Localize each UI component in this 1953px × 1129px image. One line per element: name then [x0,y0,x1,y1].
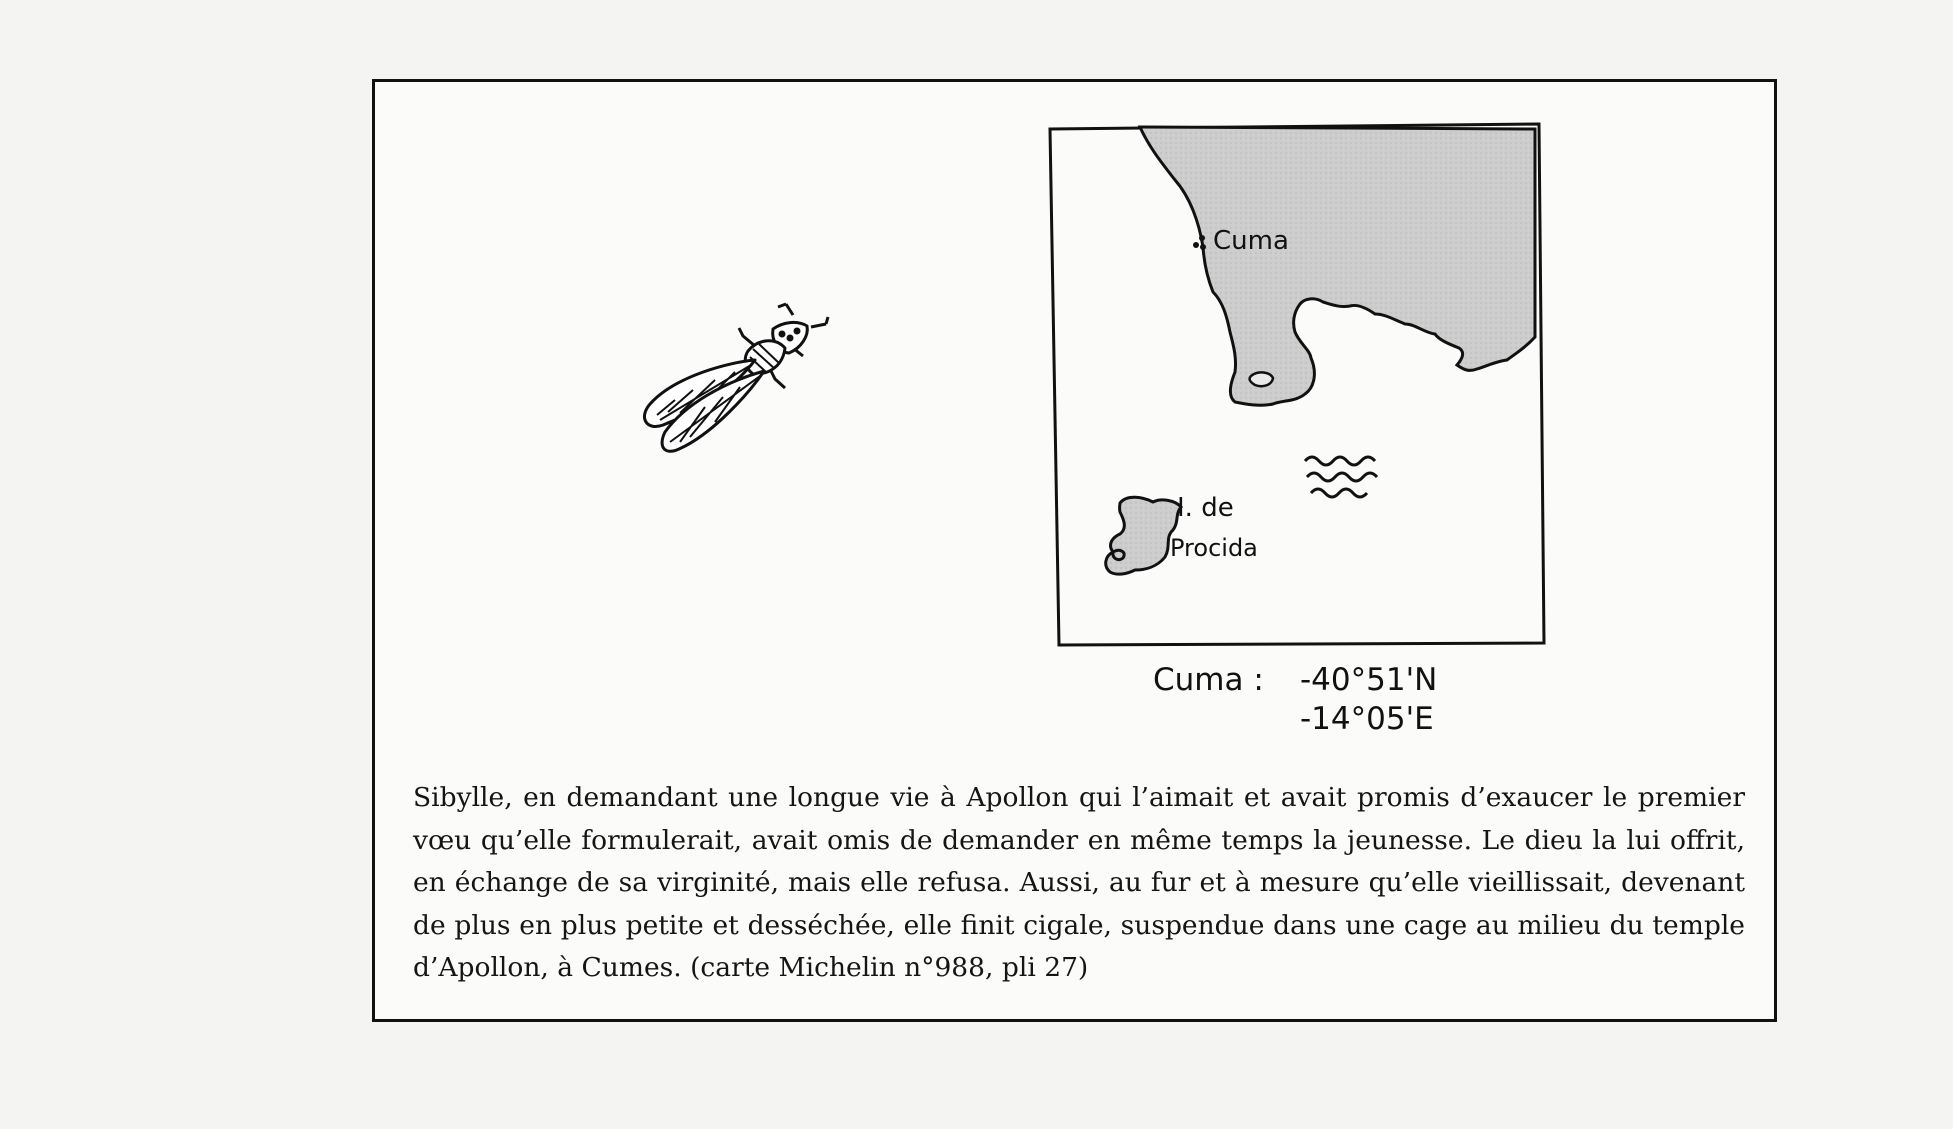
waves-icon [1305,457,1377,497]
city-label: Cuma [1213,226,1289,256]
island-label-line1: I. de [1177,493,1234,523]
island-label-line2: Procida [1170,534,1258,562]
coordinates-label: Cuma : [1153,662,1264,698]
show-through-text-left [70,160,78,199]
illustration-box [372,79,1777,1022]
lake-shape [1250,372,1273,386]
coordinates-longitude: -14°05'E [1300,701,1434,737]
cicada-icon [644,304,828,451]
caption-text: Sibylle, en demandant une longue vie à Apollon qui l’aimait et avait promis d’exaucer le premier vœu qu’elle formulerait, avait omis de demander en même temps la jeunesse. Le dieu la lui offrit, en échange de sa virginité, mais elle refusa. Aussi, au fur et à mesure qu’elle vieillissait, devenant de plus en plus petite et desséchée, elle finit cigale, suspendue dans une cage au milieu du temple d’Apollon, à Cumes. (carte Michelin n°988, pli 27) [413,782,1745,983]
mainland-shape [1140,127,1535,405]
coordinates-latitude: -40°51'N [1300,662,1438,698]
map-drawing [1050,124,1544,737]
